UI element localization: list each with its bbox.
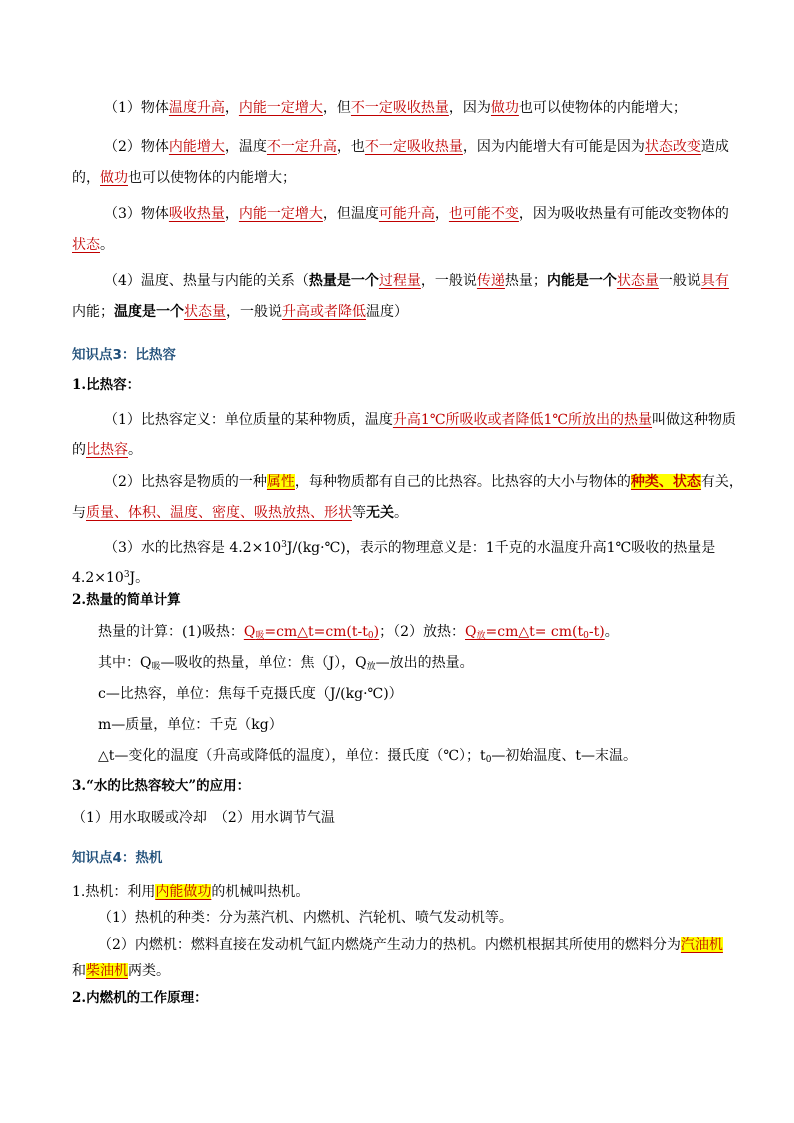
specific-heat-property-line-2 (72, 503, 408, 523)
text: 叫做这种物质 (652, 412, 737, 428)
section-heading-kp4: 知识点4：热机 (72, 850, 163, 866)
key-term: 温度升高 (168, 100, 225, 116)
specific-heat-definition-line-2 (72, 440, 142, 460)
superscript: 3 (281, 540, 287, 550)
release-formula: $Q_放=cm\triangle t= cm(t_0-t)$ (465, 624, 605, 641)
key-term: 不一定吸收热量 (350, 100, 449, 116)
text: —放出的热量。 (375, 655, 474, 671)
paragraph-3-line-2 (72, 235, 114, 255)
text: 和 (72, 963, 86, 979)
subscript: 吸 (151, 662, 161, 672)
text: J。 (129, 570, 150, 586)
key-term: 不一定吸收热量 (364, 139, 463, 155)
text: ， (224, 100, 239, 116)
bold-text: 温度是一个 (114, 304, 184, 320)
text: （4）温度、热量与内能的关系（ (104, 273, 309, 289)
key-term: 做功 (100, 170, 128, 186)
text: —吸收的热量，单位：焦（J），Q (160, 655, 367, 671)
text: ，但 (322, 100, 351, 116)
subsection-title-2: 2.热量的简单计算 (72, 592, 181, 608)
text: 热量； (504, 273, 547, 289)
text: 等 (352, 505, 366, 521)
text: （1）比热容定义：单位质量的某种物质，温度 (104, 412, 393, 428)
paragraph-2-line-2 (72, 168, 296, 188)
specific-heat-property-line-1 (104, 472, 743, 492)
key-term: 传递 (476, 273, 505, 289)
key-term: 过程量 (378, 273, 421, 289)
absorb-formula: $Q_吸=cm\triangle t=cm(t-t_0)$ (243, 624, 380, 641)
text: 内能； (72, 304, 114, 320)
text: 造成 (700, 139, 729, 155)
text: （2）比热容是物质的一种 (104, 474, 267, 490)
key-term: 状态改变 (644, 139, 701, 155)
text: ，一般说 (420, 273, 477, 289)
key-term: 状态量 (184, 304, 226, 320)
text: （1）物体 (104, 100, 169, 116)
key-term: 升高或者降低 (282, 304, 366, 320)
specific-heat-definition-line-1 (104, 410, 736, 430)
text: 与 (72, 505, 86, 521)
water-applications: （1）用水取暖或冷却 （2）用水调节气温 (72, 810, 335, 826)
text: —初始温度、t—末温。 (491, 748, 638, 764)
text: ，但温度 (322, 206, 379, 222)
highlighted-term: 种类、状态 (630, 474, 701, 490)
text: 。 (100, 237, 114, 253)
text: 。 (394, 505, 408, 521)
key-term: 做功 (490, 100, 519, 116)
highlighted-term: 柴油机 (86, 963, 128, 979)
water-specific-heat-line-2 (72, 565, 149, 588)
text: （3）水的比热容是 4.2×10 (104, 540, 282, 556)
key-term: 也可能不变 (448, 206, 519, 222)
highlighted-term: 汽油机 (680, 937, 723, 953)
key-term: 内能一定增大 (238, 206, 323, 222)
internal-combustion-line-2 (72, 961, 170, 981)
text: （3）物体 (104, 206, 169, 222)
text: ，也 (336, 139, 365, 155)
key-term: 具有 (700, 273, 729, 289)
key-term: 状态量 (616, 273, 659, 289)
section-heading-kp3: 知识点3：比热容 (72, 347, 176, 363)
mass-unit: m—质量，单位：千克（kg） (98, 717, 283, 733)
text: ，因为内能增大有可能是因为 (462, 139, 645, 155)
text: 的 (72, 442, 86, 458)
key-term: 比热容 (86, 442, 128, 458)
heat-engine-types: （1）热机的种类：分为蒸汽机、内燃机、汽轮机、喷气发动机等。 (98, 910, 513, 926)
text: （2）内燃机：燃料直接在发动机气缸内燃烧产生动力的热机。内燃机根据其所使用的燃料分为 (98, 937, 681, 953)
key-term: 升高1℃所吸收或者降低1℃所放出的热量 (392, 412, 653, 428)
text: 1.热机：利用 (72, 884, 156, 900)
heat-calc-formula (98, 622, 619, 646)
text: 其中：Q (98, 655, 152, 671)
text: 。 (128, 442, 142, 458)
text: ，因为 (448, 100, 491, 116)
highlighted-term: 内能做功 (155, 884, 212, 900)
superscript: 3 (123, 570, 130, 580)
bold-text: 热量是一个 (308, 273, 379, 289)
paragraph-4-line-1 (104, 271, 729, 291)
text: （2）物体 (104, 139, 169, 155)
text: ，一般说 (226, 304, 282, 320)
key-term: 不一定升高 (266, 139, 337, 155)
subsection-title-4: 2.内燃机的工作原理： (72, 990, 208, 1006)
bold-text: 无关 (366, 505, 394, 521)
text: 的， (72, 170, 100, 186)
paragraph-3-line-1 (104, 204, 729, 224)
key-term: 吸收热量 (168, 206, 225, 222)
key-term: 状态 (72, 237, 100, 253)
key-term: 内能增大 (168, 139, 225, 155)
text: ， (224, 206, 239, 222)
subsection-title-1: 1.比热容： (72, 377, 141, 393)
text: △t—变化的温度（升高或降低的温度），单位：摄氏度（℃）；t (98, 748, 486, 764)
text: 一般说 (658, 273, 701, 289)
text: ，因为吸收热量有可能改变物体的 (518, 206, 729, 222)
heat-calc-definitions (98, 653, 474, 677)
text: 热量的计算：(1)吸热： (98, 624, 244, 640)
key-term: 质量、体积、温度、密度、吸热放热、形状 (86, 505, 352, 521)
text: 4.2×10 (72, 570, 124, 586)
text: 两类。 (128, 963, 170, 979)
text: 温度） (366, 304, 408, 320)
highlighted-term: 属性 (266, 474, 295, 490)
internal-combustion-line-1 (98, 935, 723, 955)
water-specific-heat-line-1 (104, 535, 715, 558)
key-term: 内能一定增大 (238, 100, 323, 116)
subsection-title-3: 3.“水的比热容较大”的应用： (72, 778, 251, 794)
text: ，温度 (224, 139, 267, 155)
subscript: 放 (366, 662, 376, 672)
text: 也可以使物体的内能增大； (518, 100, 687, 116)
text: 也可以使物体的内能增大； (128, 170, 296, 186)
bold-text: 内能是一个 (546, 273, 617, 289)
text: J/(kg·℃)，表示的物理意义是：1千克的水温度升高1℃吸收的热量是 (286, 540, 716, 556)
paragraph-2-line-1 (104, 137, 729, 157)
heat-engine-definition (72, 882, 309, 902)
paragraph-4-line-2 (72, 302, 408, 322)
text: ，每种物质都有自己的比热容。比热容的大小与物体的 (294, 474, 631, 490)
subscript: 0 (485, 755, 492, 765)
text: ， (434, 206, 449, 222)
text: 有关， (700, 474, 743, 490)
text: ；（2）放热： (379, 624, 465, 640)
specific-heat-unit: c—比热容，单位：焦每千克摄氏度（J/(kg·℃)） (98, 686, 403, 702)
key-term: 可能升高 (378, 206, 435, 222)
paragraph-1 (104, 98, 687, 118)
text: 的机械叫热机。 (211, 884, 310, 900)
text: 。 (604, 624, 619, 640)
temperature-change-unit (98, 746, 637, 770)
